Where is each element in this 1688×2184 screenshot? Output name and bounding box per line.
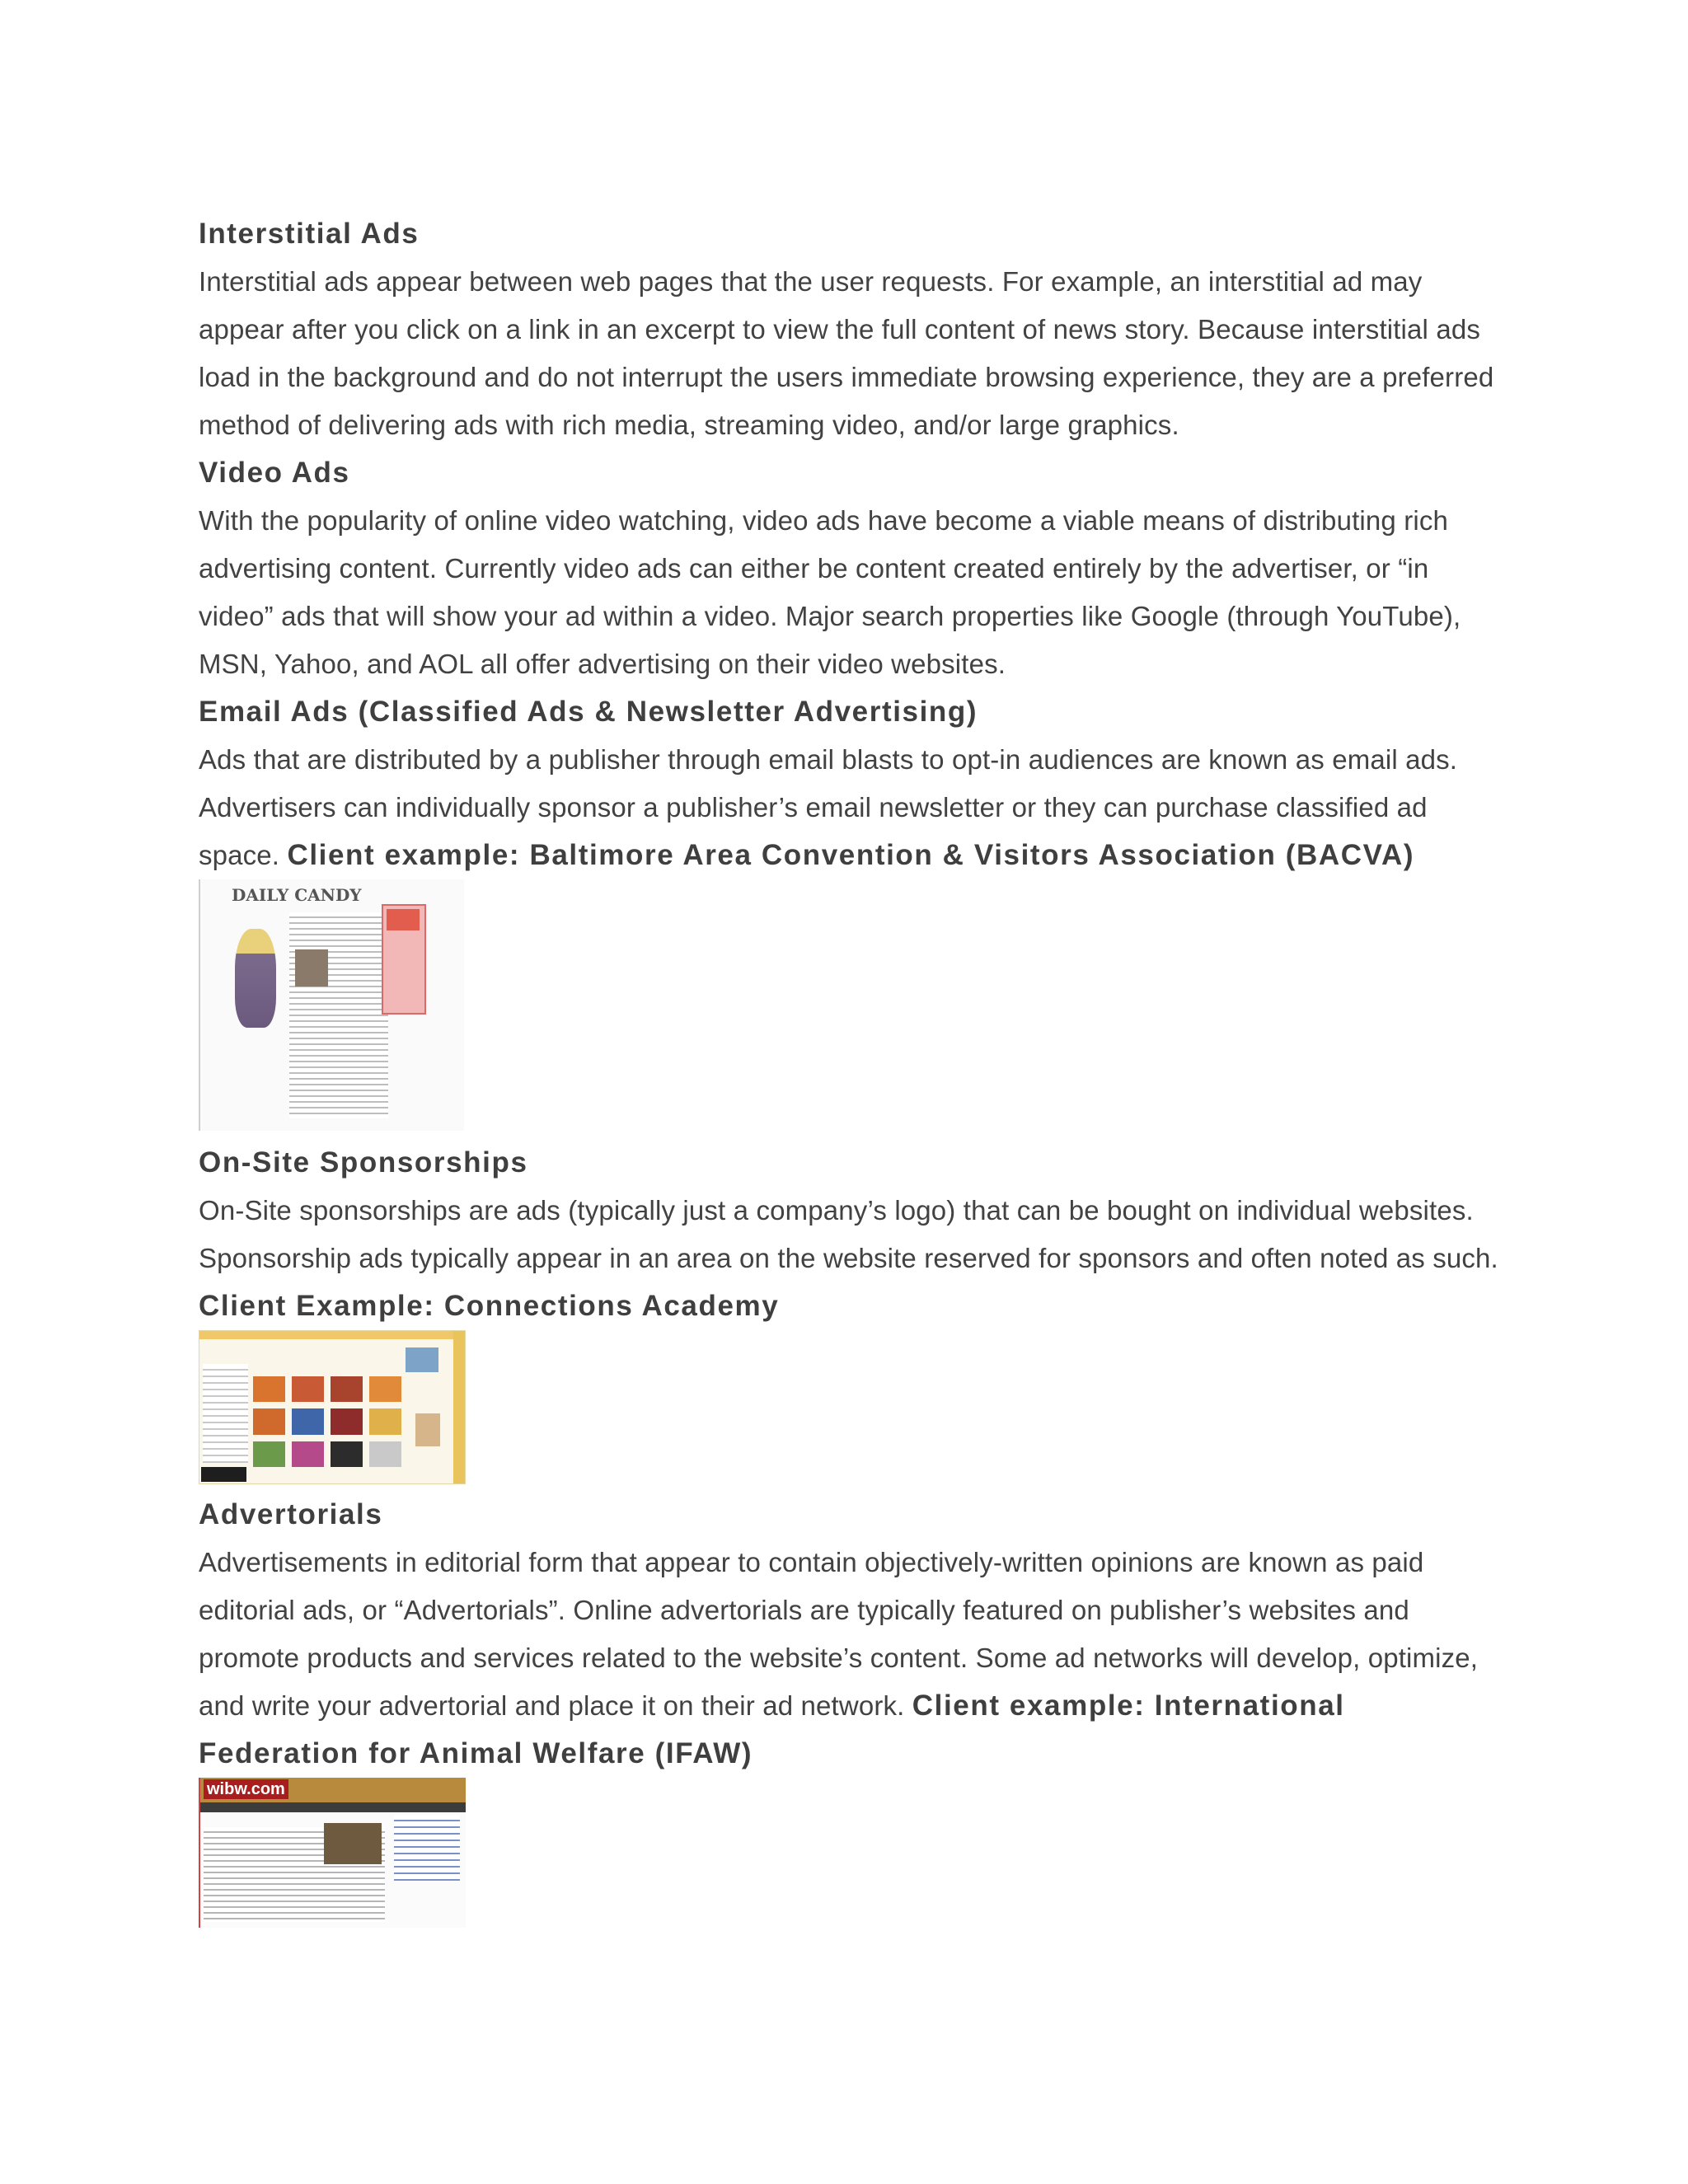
site-side-bar [453, 1331, 465, 1483]
wibw-logo: wibw.com [204, 1779, 288, 1799]
onsite-body: On-Site sponsorships are ads (typically just a company’s logo) that can be bought on individual websites. Sponsorship ads typically appear in an area on the website reserved for sponsors and often noted as such. [199, 1195, 1498, 1273]
paragraph-onsite-sponsorships [199, 1187, 1501, 1330]
bacva-ad-badge [382, 904, 426, 1015]
site-topbar [199, 1331, 465, 1339]
paragraph-email-ads [199, 736, 1501, 879]
site-bag-image [415, 1413, 440, 1446]
client-example-bacva: Client example: Baltimore Area Convention & Visitors Association (BACVA) [287, 839, 1415, 871]
client-example-ifaw: Client example: International Federation for Animal Welfare (IFAW) [199, 1690, 1345, 1769]
illustration-figure [235, 929, 276, 1028]
news-nav-bar [200, 1802, 466, 1812]
email-ads-body: Ads that are distributed by a publisher through email blasts to opt-in audiences are known as email ads. Advertisers can individually sponsor a publisher’s email newsletter or they can purchase classified ad space. [199, 744, 1458, 870]
paragraph-advertorials [199, 1539, 1501, 1778]
document-page [199, 210, 1501, 1928]
wibw-advertorial-screenshot [199, 1778, 466, 1928]
heading-interstitial-ads: Interstitial Ads [199, 218, 420, 250]
site-sponsor-logo [406, 1347, 438, 1372]
heading-email-ads: Email Ads (Classified Ads & Newsletter Advertising) [199, 696, 978, 728]
newsletter-photo [295, 949, 328, 987]
news-article-image [324, 1823, 382, 1864]
heading-onsite-sponsorships: On-Site Sponsorships [199, 1146, 528, 1179]
paragraph-interstitial-ads: Interstitial ads appear between web pages that the user requests. For example, an interstitial ad may appear after you click on a link in an excerpt to view the full content of news story. Because interstitial ads load in the background and do not interrupt the users immediate browsing experience, they are a preferred method of delivering ads with rich media, streaming video, and/or large graphics. [199, 266, 1494, 440]
paragraph-video-ads: With the popularity of online video watching, video ads have become a viable means of distributing rich advertising content. Currently video ads can either be content created entirely by the advertiser, or “in video” ads that will show your ad within a video. Major search properties like Google (through YouTube), MSN, Yahoo, and AOL all offer advertising on their video websites. [199, 505, 1461, 679]
site-dark-block [201, 1467, 246, 1482]
newsletter-text-column [289, 912, 388, 1118]
client-example-connections-academy: Client Example: Connections Academy [199, 1290, 780, 1322]
dailycandy-logo: DAILY CANDY [232, 885, 362, 905]
advertorials-body: Advertisements in editorial form that appear to contain objectively-written opinions are known as paid editorial ads, or “Advertorials”. Online advertorials are typically featured on publisher’s websites and promote products and services related to the website’s content. Some ad networks will develop, optimize, and write your advertorial and place it on their ad network. [199, 1547, 1479, 1721]
heading-video-ads: Video Ads [199, 457, 350, 489]
sponsor-logo-grid [253, 1376, 401, 1467]
news-sidebar-links [394, 1815, 460, 1881]
heading-advertorials: Advertorials [199, 1498, 383, 1530]
site-left-nav [203, 1364, 248, 1463]
dailycandy-email-screenshot [199, 879, 464, 1131]
connections-academy-screenshot [199, 1330, 466, 1484]
